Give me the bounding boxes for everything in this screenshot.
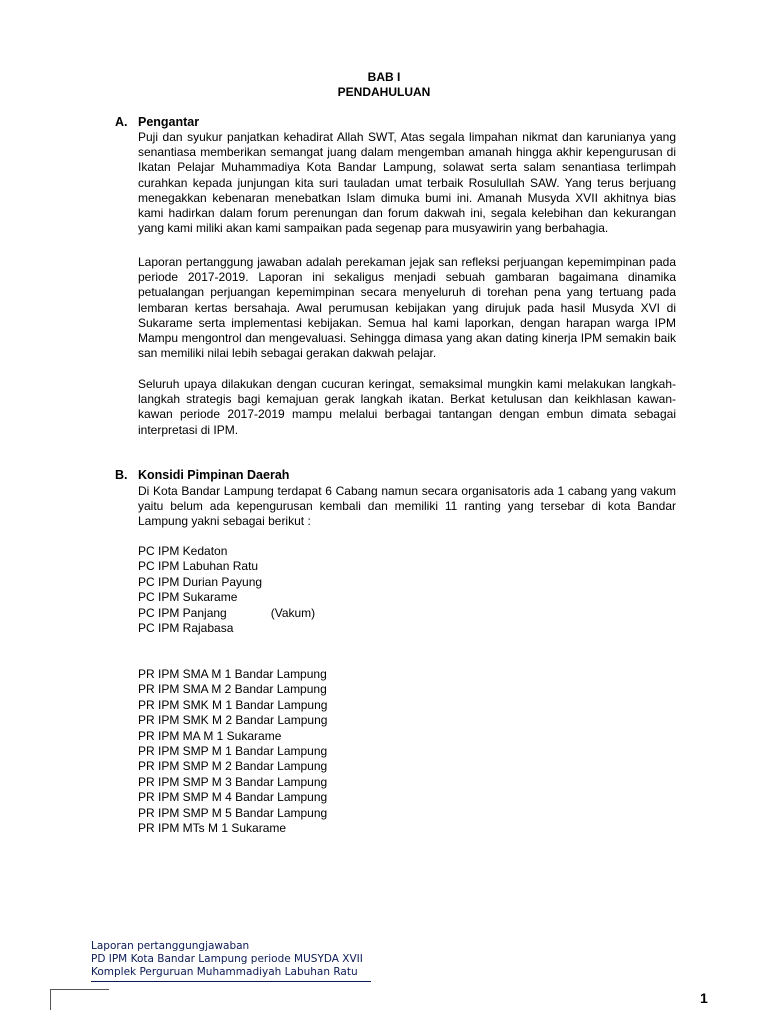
- list-item: PR IPM MTs M 1 Sukarame: [138, 821, 287, 836]
- list-item: PC IPM Panjang (Vakum): [138, 605, 316, 620]
- list-item: PC IPM Sukarame: [138, 590, 238, 605]
- cabang-list: [138, 544, 315, 636]
- list-item: PC IPM Rajabasa: [138, 621, 234, 636]
- list-item: PC IPM Durian Payung: [138, 574, 263, 589]
- section-b-intro: Di Kota Bandar Lampung terdapat 6 Cabang namun secara organisatoris ada 1 cabang yang vakum yaitu belum ada kepengurusan kembali dan memiliki 11 ranting yang tersebar di kota Bandar Lampung yakni sebagai berikut :: [138, 484, 676, 529]
- footer-line-1: Laporan pertanggungjawaban: [91, 940, 250, 952]
- section-a-paragraph-3: Seluruh upaya dilakukan dengan cucuran keringat, semaksimal mungkin kami melakukan langkah-langkah strategis bagi kemajuan gerak langkah ikatan. Berkat ketulusan dan keikhlasan kawan-kawan periode 2017-2019 mampu melalui berbagai tantangan dengan embun dimata sebagai interpretasi di IPM.: [138, 377, 676, 437]
- list-item: PR IPM SMP M 1 Bandar Lampung: [138, 744, 328, 759]
- list-item: PC IPM Labuhan Ratu: [138, 559, 259, 574]
- section-a-paragraph-1: Puji dan syukur panjatkan kehadirat Allah SWT, Atas segala limpahan nikmat dan karunianya yang senantiasa memberikan semangat juang dalam mengemban amanah hingga akhir kepengurusan di Ikatan Pelajar Muhammadiya Kota Bandar Lampung, solawat serta salam senantiasa terlimpah curahkan kepada junjungan kita suri tauladan umat terbaik Rosulullah SAW. Yang terus berjuang menegakkan kebenaran menebatkan Islam dimuka bumi ini. Amanah Musyda XVII akhitnya bias kami hadirkan dalam forum perenungan dan forum dakwah ini, segala kelebihan dan kekurangan yang kami miliki akan kami sampaikan pada segenap para musyawirin yang berbahagia.: [138, 130, 676, 236]
- list-item: PR IPM SMK M 2 Bandar Lampung: [138, 713, 328, 728]
- list-item: PR IPM SMP M 2 Bandar Lampung: [138, 759, 328, 774]
- list-item: PR IPM SMP M 5 Bandar Lampung: [138, 805, 328, 820]
- list-item: PR IPM SMA M 1 Bandar Lampung: [138, 667, 327, 681]
- section-a-title: Pengantar: [138, 115, 200, 129]
- list-item: PR IPM SMP M 4 Bandar Lampung: [138, 790, 328, 805]
- section-b-letter: B.: [115, 468, 128, 482]
- page-number: 1: [700, 990, 708, 1006]
- vakum-note: (Vakum): [270, 605, 316, 620]
- list-item: PR IPM SMK M 1 Bandar Lampung: [138, 697, 328, 712]
- list-item: PC IPM Kedaton: [138, 544, 228, 558]
- section-a-paragraph-2: Laporan pertanggung jawaban adalah perekaman jejak san refleksi perjuangan kepemimpinan pada periode 2017-2019. Laporan ini sekaligus menjadi sebuah gambaran bagaimana dinamika petualangan perjuangan kepemimpinan secara menyeluruh di torehan pena yang tertuang pada lembaran kertas bersahaja. Awal perumusan kebijakan yang dirujuk pada hasil Musyda XVI di Sukarame serta implementasi kebijakan. Semua hal kami laporkan, dengan harapan warga IPM Mampu mengontrol dan mengevaluasi. Sehingga dimasa yang akan dating kinerja IPM semakin baik san memiliki nilai lebih sebagai gerakan dakwah pelajar.: [138, 255, 676, 361]
- footer-line-2: PD IPM Kota Bandar Lampung periode MUSYDA XVII: [91, 953, 363, 965]
- page-footer: [91, 940, 363, 979]
- list-item: PR IPM SMP M 3 Bandar Lampung: [138, 774, 328, 789]
- page-corner-mark: [50, 989, 109, 1010]
- chapter-title: PENDAHULUAN: [337, 85, 431, 99]
- section-b-title: Konsidi Pimpinan Daerah: [138, 468, 290, 482]
- footer-rule: [91, 981, 371, 982]
- ranting-list: [138, 667, 327, 836]
- footer-line-3: Komplek Perguruan Muhammadiyah Labuhan Ratu: [91, 966, 358, 978]
- list-item: PR IPM MA M 1 Sukarame: [138, 728, 282, 743]
- chapter-number: BAB I: [367, 70, 401, 84]
- list-item: PR IPM SMA M 2 Bandar Lampung: [138, 682, 327, 697]
- section-a-letter: A.: [115, 115, 128, 129]
